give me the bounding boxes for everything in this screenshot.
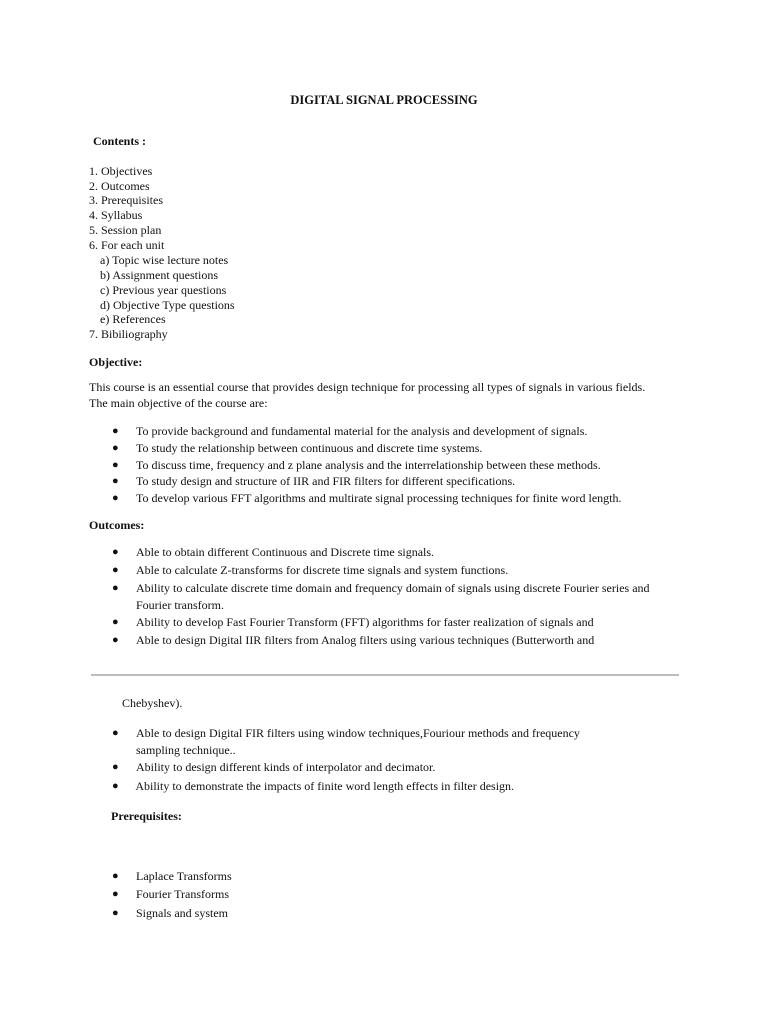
contents-item: 5. Session plan: [89, 223, 162, 237]
prerequisites-heading: Prerequisites:: [111, 809, 182, 823]
bullet-icon: ●: [112, 564, 119, 576]
continuation-text: Chebyshev).: [122, 696, 183, 710]
bullet-icon: ●: [112, 425, 119, 437]
contents-item: 4. Syllabus: [89, 208, 143, 222]
bullet-icon: ●: [112, 582, 119, 594]
objective-item: To develop various FFT algorithms and multirate signal processing techniques for finite word length.: [136, 491, 622, 505]
contents-item: 7. Bibiliography: [89, 327, 168, 341]
outcome-item: Ability to calculate discrete time domain and frequency domain of signals using discrete Fourier series and: [136, 581, 650, 595]
outcome-item: Ability to develop Fast Fourier Transform (FFT) algorithms for faster realization of signals and: [136, 615, 594, 629]
outcome-item-continuation: Fourier transform.: [136, 598, 224, 612]
bullet-icon: ●: [112, 475, 119, 487]
objective-item: To provide background and fundamental material for the analysis and development of signals.: [136, 424, 588, 438]
objective-heading: Objective:: [89, 355, 143, 369]
outcomes-heading: Outcomes:: [89, 518, 145, 532]
objective-item: To study the relationship between continuous and discrete time systems.: [136, 441, 483, 455]
outcome-item: Able to obtain different Continuous and Discrete time signals.: [136, 545, 435, 559]
prerequisite-item: Laplace Transforms: [136, 869, 232, 883]
document-title: DIGITAL SIGNAL PROCESSING: [290, 93, 478, 107]
contents-item: 2. Outcomes: [89, 179, 150, 193]
contents-subitem: b) Assignment questions: [100, 268, 219, 282]
outcome-item: Able to design Digital FIR filters using window techniques,Fouriour methods and frequency: [136, 726, 580, 740]
contents-subitem: a) Topic wise lecture notes: [100, 253, 229, 267]
outcome-item: Ability to demonstrate the impacts of finite word length effects in filter design.: [133, 779, 515, 793]
bullet-icon: ●: [112, 616, 119, 628]
bullet-icon: ●: [112, 546, 119, 558]
bullet-icon: ●: [112, 780, 119, 792]
bullet-icon: ●: [112, 907, 119, 919]
outcome-item: Ability to design different kinds of interpolator and decimator.: [136, 760, 436, 774]
bullet-icon: ●: [112, 870, 119, 882]
contents-subitem: d) Objective Type questions: [100, 298, 235, 312]
bullet-icon: ●: [112, 442, 119, 454]
contents-item: 1. Objectives: [89, 164, 153, 178]
outcome-item: Able to design Digital IIR filters from Analog filters using various techniques (Butterworth and: [136, 633, 595, 647]
contents-item: 6. For each unit: [89, 238, 165, 252]
contents-heading: Contents :: [93, 134, 146, 148]
objective-item: To discuss time, frequency and z plane analysis and the interrelationship between these methods.: [136, 458, 601, 472]
prerequisite-item: Fourier Transforms: [136, 887, 230, 901]
prerequisite-item: Signals and system: [136, 906, 228, 920]
objective-intro-line: This course is an essential course that provides design technique for processing all types of signals in various fields.: [89, 380, 646, 394]
outcome-item: Able to calculate Z-transforms for discrete time signals and system functions.: [136, 563, 509, 577]
bullet-icon: ●: [112, 727, 119, 739]
bullet-icon: ●: [112, 459, 119, 471]
contents-subitem: c) Previous year questions: [100, 283, 227, 297]
page-divider: [91, 674, 679, 676]
objective-intro-line: The main objective of the course are:: [89, 396, 268, 410]
objective-item: To study design and structure of IIR and FIR filters for different specifications.: [136, 474, 516, 488]
outcome-item-continuation: sampling technique..: [136, 743, 236, 757]
bullet-icon: ●: [112, 888, 119, 900]
bullet-icon: ●: [112, 492, 119, 504]
bullet-icon: ●: [112, 761, 119, 773]
contents-subitem: e) References: [100, 312, 166, 326]
contents-item: 3. Prerequisites: [89, 193, 163, 207]
bullet-icon: ●: [112, 634, 119, 646]
